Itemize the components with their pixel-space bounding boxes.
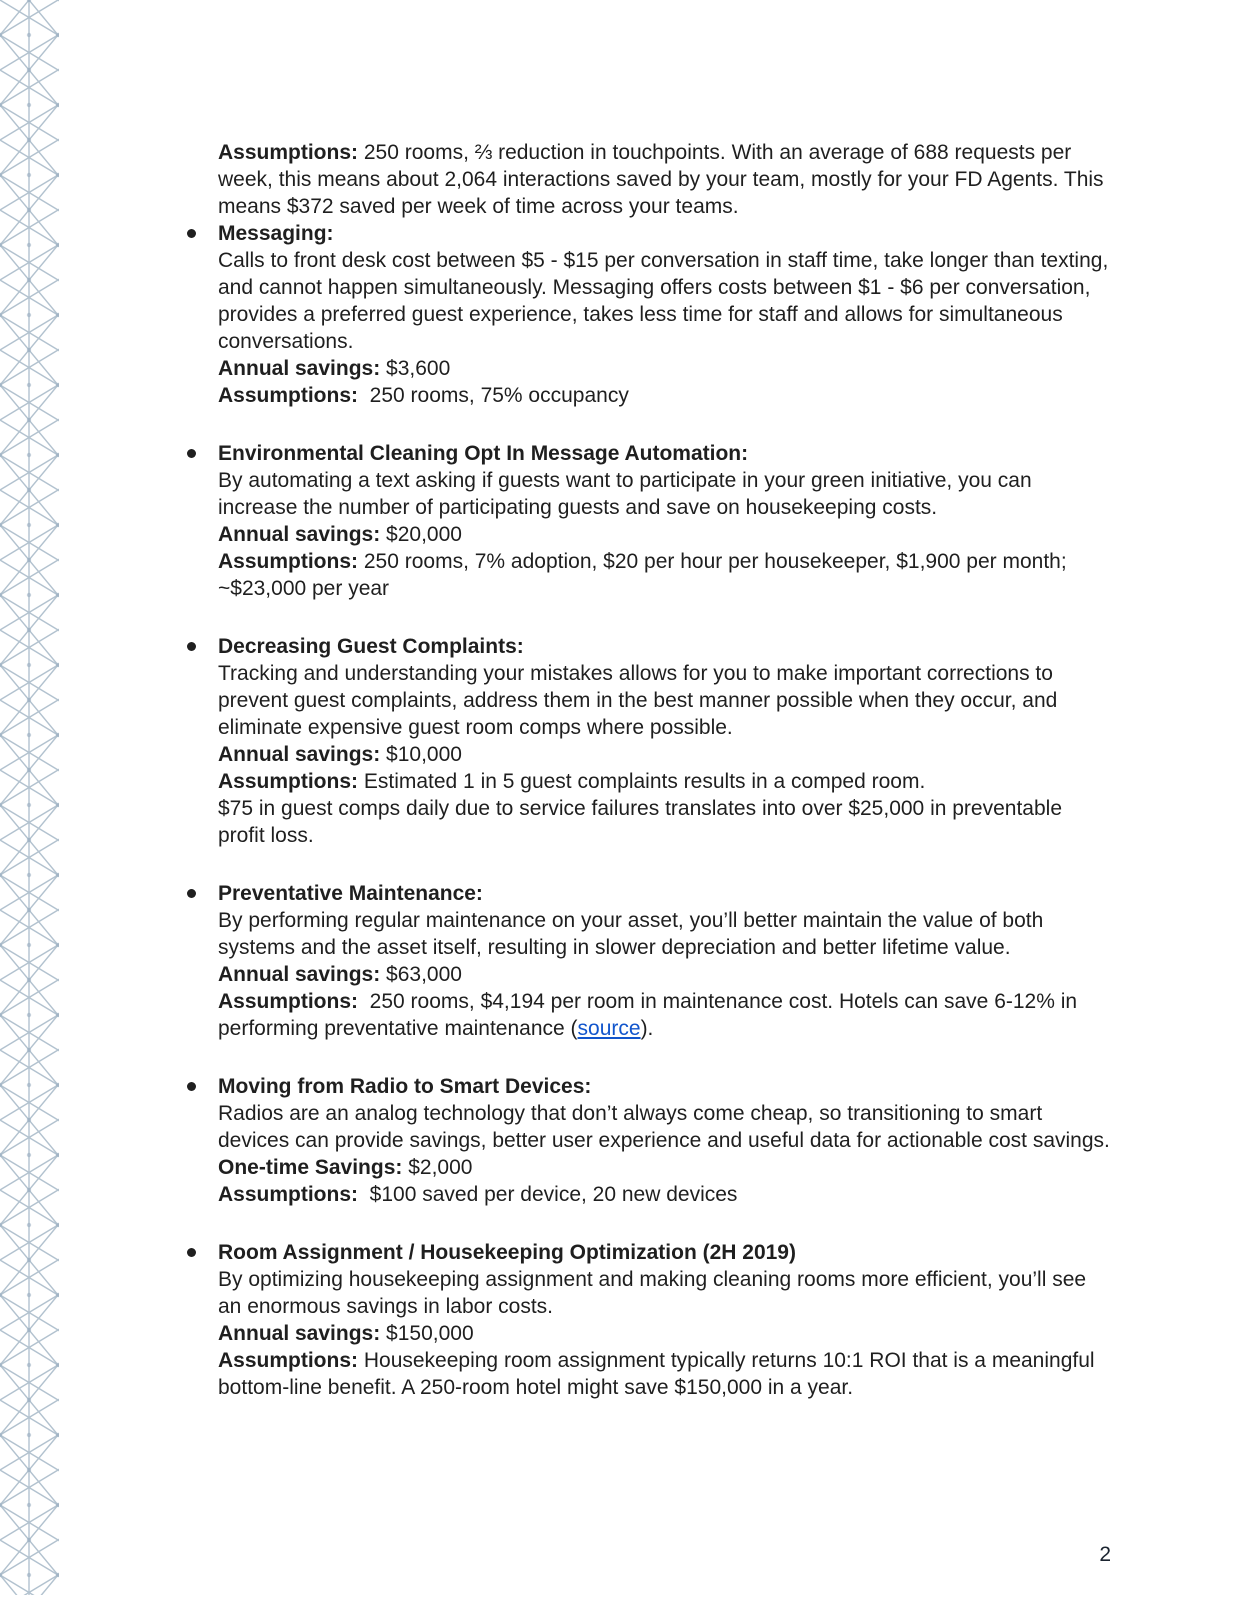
bullet-icon: [187, 1082, 196, 1091]
section-room-assignment-optimization: [218, 1239, 1111, 1401]
intro-assumptions-text: 250 rooms, ⅔ reduction in touchpoints. With an average of 688 requests per week, this means about 2,064 interactions saved by your team, mostly for your FD Agents. This means $372 saved per week of time across your teams.: [218, 141, 1110, 218]
savings-line: [218, 961, 1111, 988]
savings-line: [218, 355, 1111, 382]
bullet-icon: [187, 229, 196, 238]
savings-value: $63,000: [380, 963, 462, 986]
assumptions-value: 250 rooms, 7% adoption, $20 per hour per housekeeper, $1,900 per month; ~$23,000 per year: [218, 550, 1073, 600]
section-decreasing-guest-complaints: [218, 633, 1111, 849]
section-body: By performing regular maintenance on your asset, you’ll better maintain the value of both systems and the asset itself, resulting in slower depreciation and better lifetime value.: [218, 909, 1044, 959]
savings-label: Annual savings:: [218, 743, 381, 766]
section-body: Radios are an analog technology that don’t always come cheap, so transitioning to smart devices can provide savings, better user experience and useful data for actionable cost savings.: [218, 1102, 1110, 1152]
assumptions-line: [218, 548, 1111, 602]
assumptions-label: Assumptions:: [218, 550, 359, 573]
bullet-icon: [187, 1248, 196, 1257]
section-title: Room Assignment / Housekeeping Optimization (2H 2019): [218, 1241, 796, 1264]
assumptions-after-link: ).: [640, 1017, 654, 1040]
section-title: Preventative Maintenance:: [218, 882, 483, 905]
assumptions-line: [218, 382, 1111, 409]
section-body: By optimizing housekeeping assignment and making cleaning rooms more efficient, you’ll see an enormous savings in labor costs.: [218, 1268, 1087, 1318]
bullet-icon: [187, 889, 196, 898]
assumptions-label: Assumptions:: [218, 384, 359, 407]
source-link[interactable]: source: [577, 1017, 641, 1040]
assumptions-line: [218, 1347, 1111, 1401]
section-environmental-cleaning: [218, 440, 1111, 602]
section-messaging: [218, 220, 1111, 409]
savings-line: [218, 741, 1111, 768]
savings-value: $150,000: [380, 1322, 474, 1345]
assumptions-extra-line: $75 in guest comps daily due to service failures translates into over $25,000 in preventable profit loss.: [218, 797, 1062, 847]
assumptions-value: Estimated 1 in 5 guest complaints results in a comped room.: [358, 770, 926, 793]
page-number: 2: [1099, 1543, 1111, 1566]
assumptions-label: Assumptions:: [218, 990, 359, 1013]
lattice-border-pattern: [0, 0, 59, 1595]
savings-label: Annual savings:: [218, 1322, 381, 1345]
savings-label: One-time Savings:: [218, 1156, 403, 1179]
savings-value: $20,000: [380, 523, 462, 546]
section-body: Calls to front desk cost between $5 - $15 per conversation in staff time, take longer than texting, and cannot happen simultaneously. Messaging offers costs between $1 - $6 per conversation, provides a preferred guest experience, takes less time for staff and allows for simultaneous conversations.: [218, 249, 1109, 353]
bullet-icon: [187, 642, 196, 651]
assumptions-line: [218, 1181, 1111, 1208]
document-body: [218, 139, 1111, 1401]
savings-line: [218, 1320, 1111, 1347]
section-title: Environmental Cleaning Opt In Message Automation:: [218, 442, 749, 465]
assumptions-value: 250 rooms, 75% occupancy: [358, 384, 629, 407]
lattice-pattern-svg: [0, 0, 59, 1595]
intro-assumptions-label: Assumptions:: [218, 141, 359, 164]
intro-paragraph: [218, 139, 1111, 220]
savings-line: [218, 1154, 1111, 1181]
savings-value: $10,000: [380, 743, 462, 766]
assumptions-value: Housekeeping room assignment typically returns 10:1 ROI that is a meaningful bottom-line benefit. A 250-room hotel might save $150,000 in a year.: [218, 1349, 1101, 1399]
section-title: Moving from Radio to Smart Devices:: [218, 1075, 592, 1098]
section-radio-to-smart-devices: [218, 1073, 1111, 1208]
assumptions-value: 250 rooms, $4,194 per room in maintenance cost. Hotels can save 6-12% in performing preventative maintenance (: [218, 990, 1083, 1040]
section-body: Tracking and understanding your mistakes allows for you to make important corrections to prevent guest complaints, address them in the best manner possible when they occur, and eliminate expensive guest room comps where possible.: [218, 662, 1058, 739]
assumptions-value: $100 saved per device, 20 new devices: [358, 1183, 738, 1206]
savings-label: Annual savings:: [218, 963, 381, 986]
section-preventative-maintenance: [218, 880, 1111, 1042]
section-body: By automating a text asking if guests want to participate in your green initiative, you can increase the number of participating guests and save on housekeeping costs.: [218, 469, 1032, 519]
assumptions-label: Assumptions:: [218, 770, 359, 793]
bullet-icon: [187, 449, 196, 458]
savings-line: [218, 521, 1111, 548]
savings-value: $3,600: [380, 357, 451, 380]
assumptions-line: [218, 768, 1111, 795]
savings-label: Annual savings:: [218, 357, 381, 380]
assumptions-line: [218, 988, 1111, 1042]
savings-label: Annual savings:: [218, 523, 381, 546]
savings-value: $2,000: [402, 1156, 473, 1179]
section-title: Messaging:: [218, 222, 334, 245]
section-title: Decreasing Guest Complaints:: [218, 635, 524, 658]
assumptions-label: Assumptions:: [218, 1349, 359, 1372]
assumptions-label: Assumptions:: [218, 1183, 359, 1206]
